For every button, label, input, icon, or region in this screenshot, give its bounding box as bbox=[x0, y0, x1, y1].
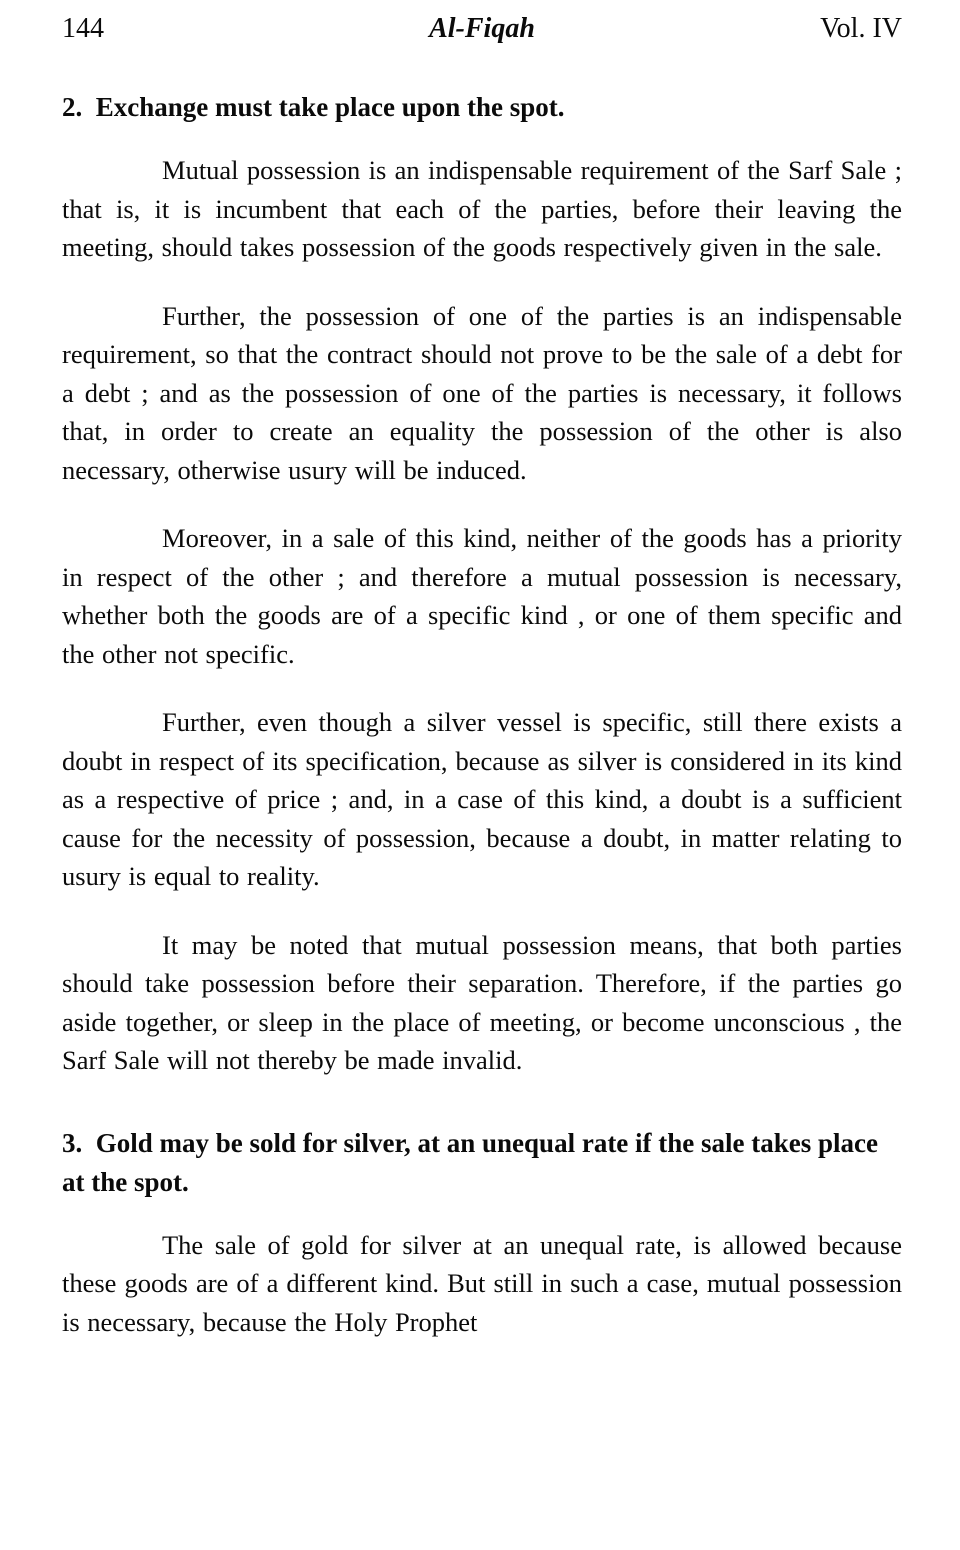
paragraph-silver-vessel: Further, even though a silver vessel is specific, still there exists a doubt in respect of its specification, because as silver is considered in its kind as a respective of price ; and, in a case of this kind, a doubt is a sufficient cause for the necessity of possession, because a doubt, in matter relating to usury is equal to reality. bbox=[62, 707, 902, 891]
paragraph-gold-for-silver: The sale of gold for silver at an unequal rate, is allowed because these goods are of a different kind. But still in such a case, mutual possession is necessary, because the Holy Prophet bbox=[62, 1229, 902, 1337]
paragraph-noted: It may be noted that mutual possession means, that both parties should take possession before their separation. Therefore, if the parties go aside together, or sleep in the place of meeting, or become unconscious , the Sarf Sale will not thereby be made invalid. bbox=[62, 929, 902, 1075]
paragraph-mutual-possession: Mutual possession is an indispensable requirement of the Sarf Sale ; that is, it is incumbent that each of the parties, before their leaving the meeting, should takes possession of the goods respectively given in the sale. bbox=[62, 155, 902, 262]
page-header bbox=[62, 10, 902, 48]
paragraph-further-possession: Further, the possession of one of the parties is an indispensable requirement, so that the contract should not prove to be the sale of a debt for a debt ; and as the possession of one of the parties is necessary, it follows that, in order to create an equality the possession of the other is also necessary, otherwise usury will be induced. bbox=[62, 300, 902, 485]
book-title: Al-Fiqah bbox=[429, 13, 535, 44]
section-heading-gold: 3. Gold may be sold for silver, at an unequal rate if the sale takes place at the spot. bbox=[62, 1127, 885, 1197]
volume-label: Vol. IV bbox=[820, 13, 902, 44]
page-number: 144 bbox=[62, 13, 104, 44]
section-heading-exchange: 2. Exchange must take place upon the spot. bbox=[62, 92, 565, 122]
paragraph-moreover: Moreover, in a sale of this kind, neither of the goods has a priority in respect of the other ; and therefore a mutual possession is necessary, whether both the goods are of a specific kind , or one of them specific and the other not specific. bbox=[62, 523, 902, 669]
